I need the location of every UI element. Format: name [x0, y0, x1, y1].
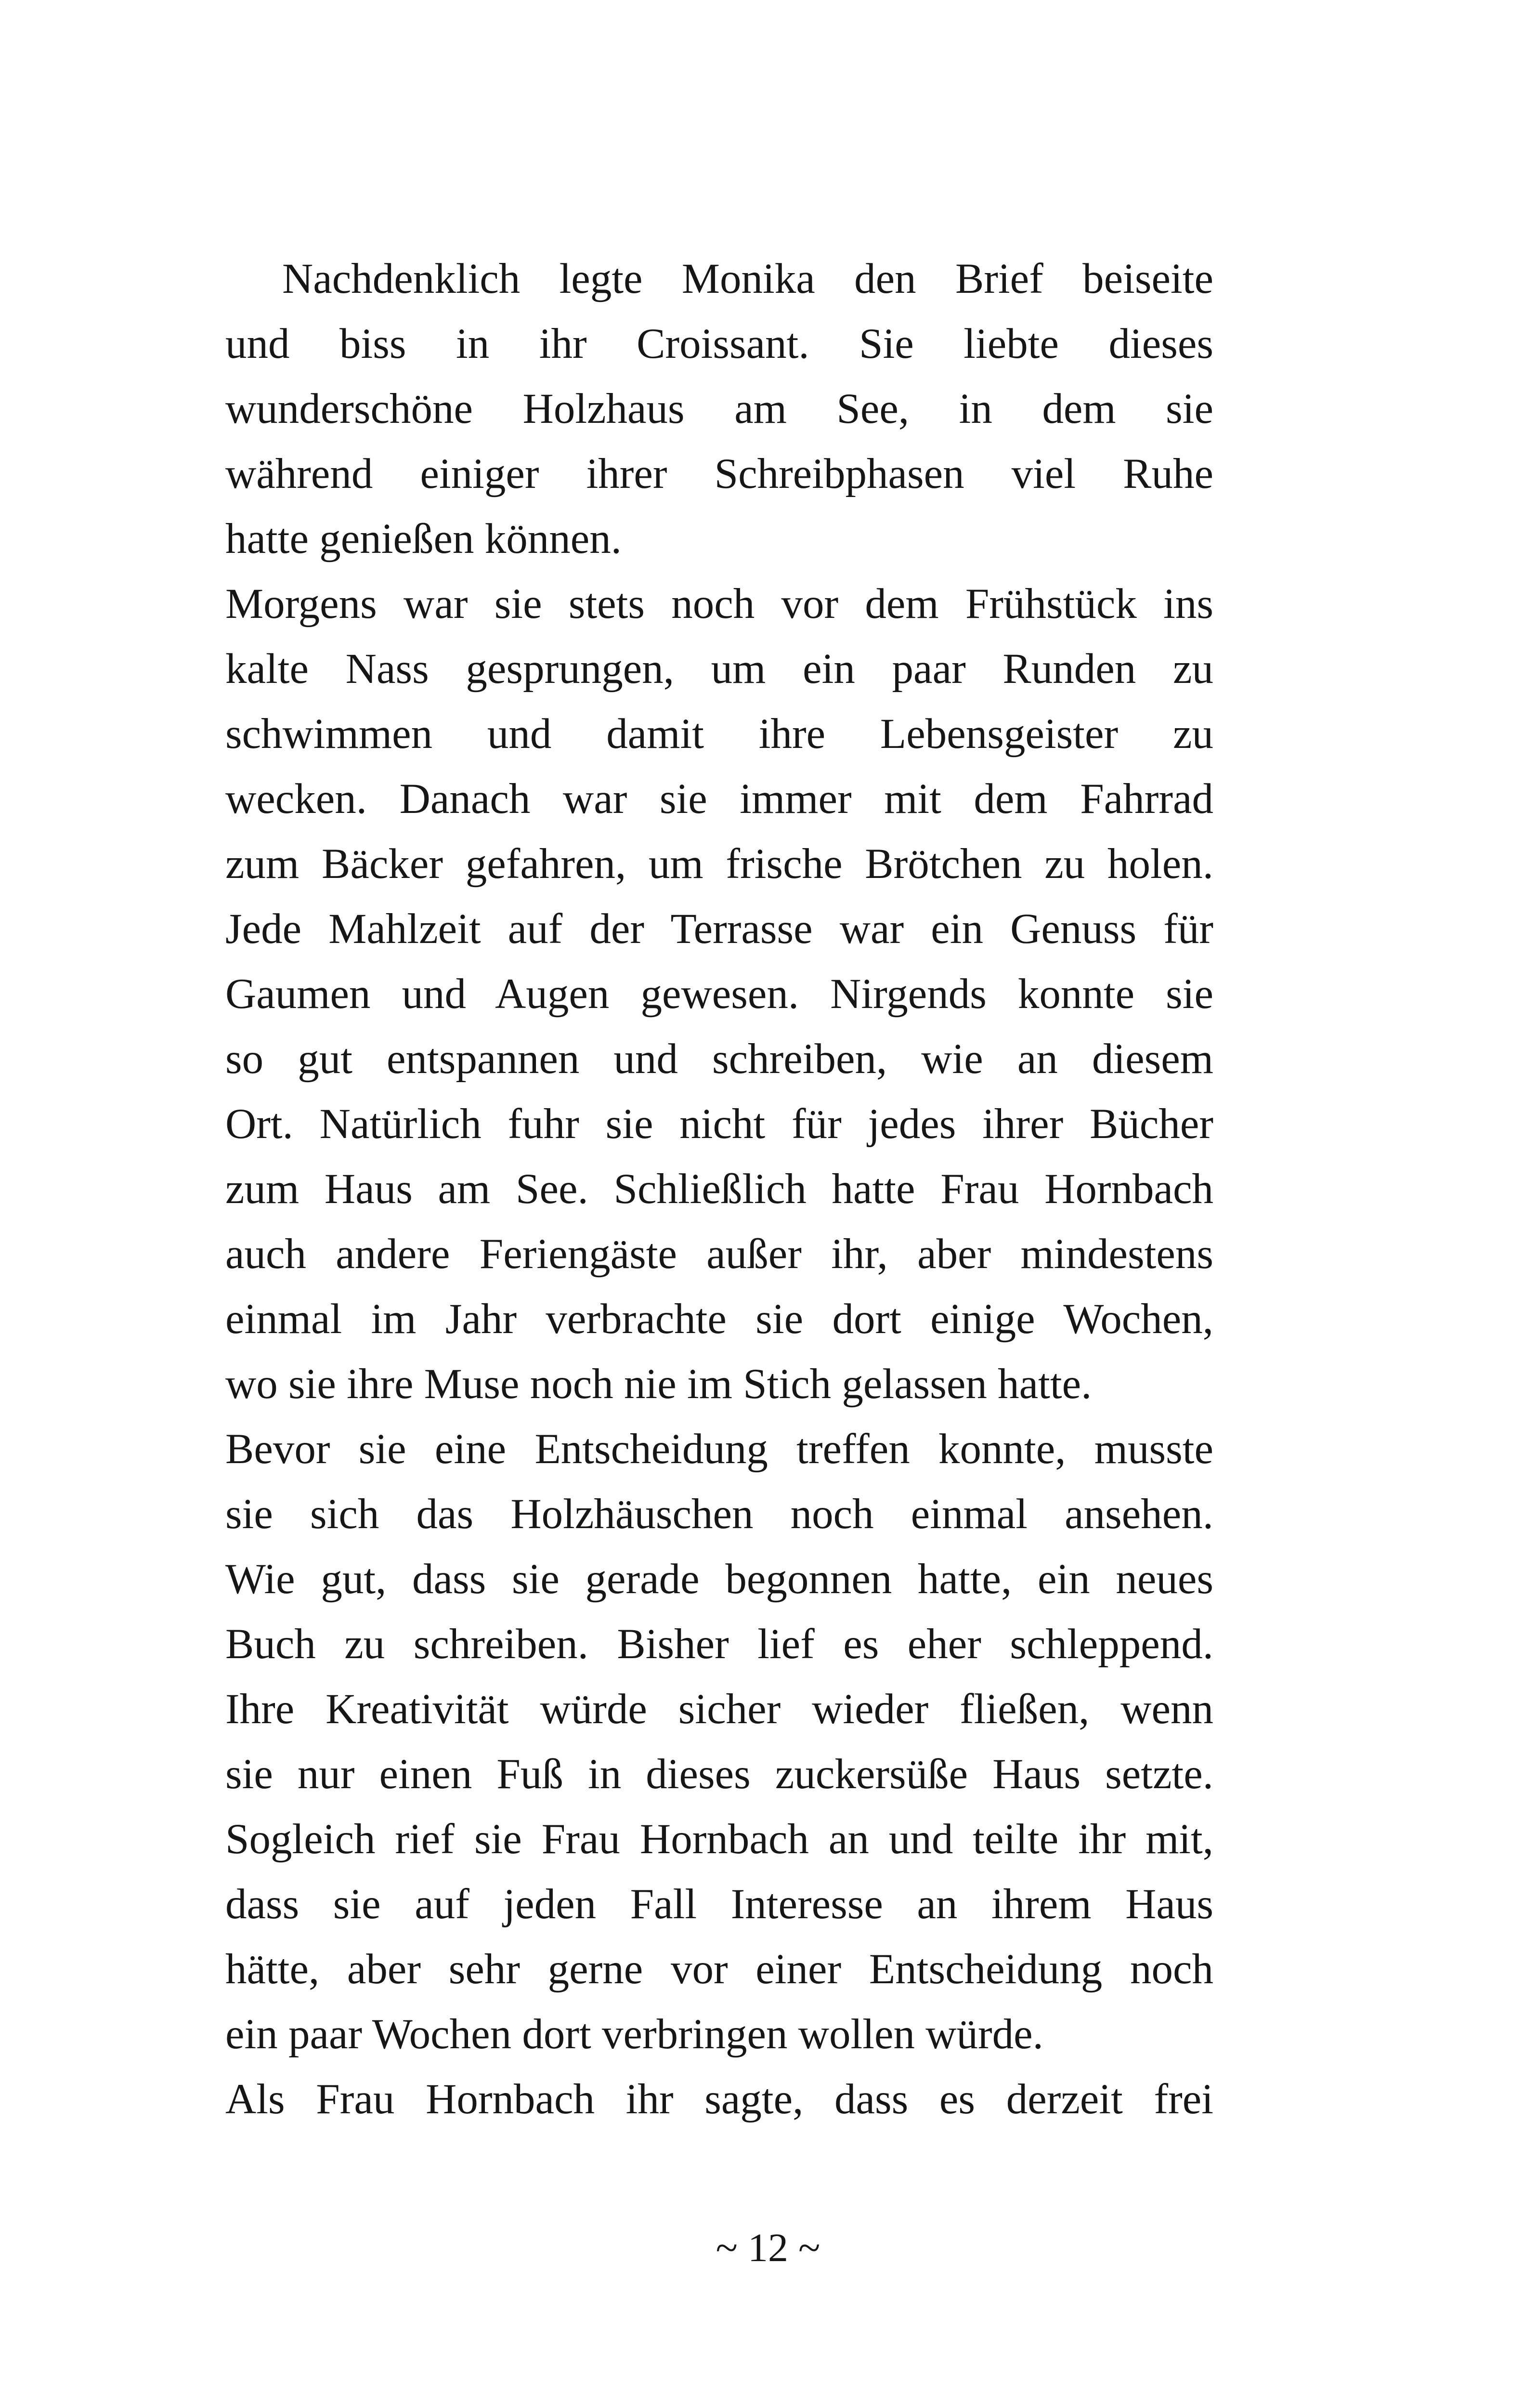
text-line: Buch zu schreiben. Bisher lief es eher schleppend.: [225, 1621, 1213, 1668]
text-line: ein paar Wochen dort verbringen wollen würde.: [225, 2011, 1043, 2058]
text-line: hatte genießen können.: [225, 515, 622, 563]
text-line: Jede Mahlzeit auf der Terrasse war ein Genuss für: [225, 905, 1213, 953]
text-line: Morgens war sie stets noch vor dem Frühstück ins: [225, 580, 1213, 628]
text-line: Nachdenklich legte Monika den Brief beiseite: [282, 255, 1213, 302]
text-line: Ihre Kreativität würde sicher wieder fließen, wenn: [225, 1686, 1213, 1733]
text-line: Wie gut, dass sie gerade begonnen hatte, ein neues: [225, 1556, 1213, 1603]
body-text: [225, 247, 1213, 2132]
text-line: Ort. Natürlich fuhr sie nicht für jedes ihrer Bücher: [225, 1100, 1213, 1148]
text-line: und biss in ihr Croissant. Sie liebte dieses: [225, 320, 1213, 367]
text-line: zum Bäcker gefahren, um frische Brötchen zu holen.: [225, 840, 1213, 888]
page-number: ~ 12 ~: [716, 2225, 820, 2270]
text-line: Gaumen und Augen gewesen. Nirgends konnte sie: [225, 970, 1213, 1018]
text-line: einmal im Jahr verbrachte sie dort einige Wochen,: [225, 1296, 1213, 1343]
text-line: dass sie auf jeden Fall Interesse an ihrem Haus: [225, 1881, 1213, 1928]
text-line: wecken. Danach war sie immer mit dem Fahrrad: [225, 775, 1213, 823]
text-line: hätte, aber sehr gerne vor einer Entscheidung noch: [225, 1946, 1213, 1993]
text-line: Als Frau Hornbach ihr sagte, dass es derzeit frei: [225, 2076, 1213, 2123]
text-line: kalte Nass gesprungen, um ein paar Runden zu: [225, 645, 1213, 693]
text-line: zum Haus am See. Schließlich hatte Frau Hornbach: [225, 1165, 1213, 1213]
text-line: Bevor sie eine Entscheidung treffen konnte, musste: [225, 1426, 1213, 1473]
text-line: schwimmen und damit ihre Lebensgeister zu: [225, 710, 1213, 758]
text-line: auch andere Feriengäste außer ihr, aber mindestens: [225, 1230, 1213, 1278]
text-line: so gut entspannen und schreiben, wie an diesem: [225, 1035, 1213, 1083]
text-line: sie sich das Holzhäuschen noch einmal ansehen.: [225, 1491, 1213, 1538]
text-line: Sogleich rief sie Frau Hornbach an und teilte ihr mit,: [225, 1816, 1213, 1863]
text-line: sie nur einen Fuß in dieses zuckersüße Haus setzte.: [225, 1751, 1213, 1798]
text-line: wunderschöne Holzhaus am See, in dem sie: [225, 385, 1213, 432]
text-line: während einiger ihrer Schreibphasen viel Ruhe: [225, 450, 1213, 497]
text-line: wo sie ihre Muse noch nie im Stich gelassen hatte.: [225, 1361, 1092, 1408]
